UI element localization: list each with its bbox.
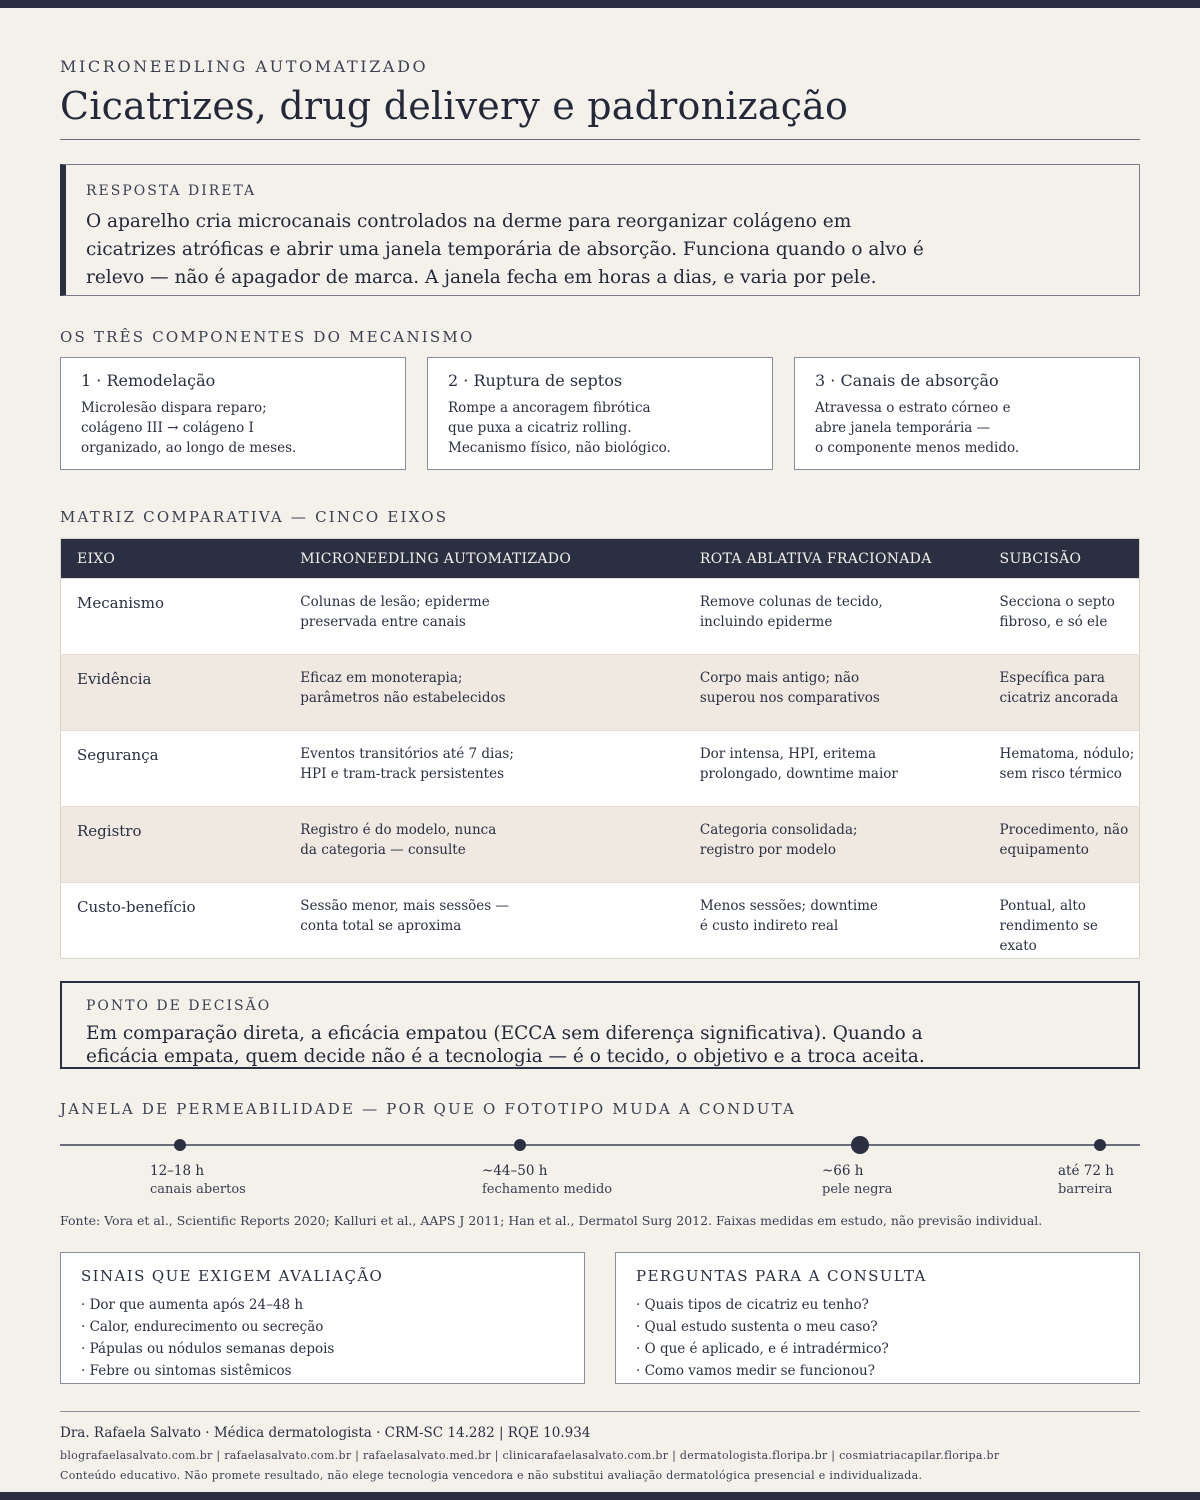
column-header: SUBCISÃO <box>984 539 1140 579</box>
warning-signs-box <box>60 1252 585 1384</box>
mechanism-card-ruptura <box>427 357 773 470</box>
timeline-label: canais abertos <box>150 1182 246 1197</box>
timeline-label: fechamento medido <box>482 1182 613 1197</box>
table-cell: Remove colunas de tecido, incluindo epiderme <box>684 579 984 655</box>
card-body <box>448 398 758 458</box>
table-cell: Categoria consolidada; registro por modelo <box>684 807 984 883</box>
list-item: · Quais tipos de cicatriz eu tenho? <box>636 1297 869 1313</box>
table-cell: Colunas de lesão; epiderme preservada entre canais <box>284 579 684 655</box>
timeline-value: até 72 h <box>1058 1163 1114 1179</box>
decision-label: PONTO DE DECISÃO <box>86 998 272 1014</box>
card-line: Microlesão dispara reparo; <box>81 400 267 416</box>
permeability-heading: JANELA DE PERMEABILIDADE — POR QUE O FOTOTIPO MUDA A CONDUTA <box>60 1100 796 1118</box>
table-cell: Específica para cicatriz ancorada <box>984 655 1140 731</box>
card-title: 3 · Canais de absorção <box>815 371 999 390</box>
table-cell: Eventos transitórios até 7 dias; HPI e tram-track persistentes <box>284 731 684 807</box>
card-line: abre janela temporária — <box>815 420 991 436</box>
column-header: MICRONEEDLING AUTOMATIZADO <box>284 539 684 579</box>
timeline-marker <box>514 1139 526 1151</box>
table-row <box>61 807 1140 883</box>
table-cell: Pontual, alto rendimento se exato <box>984 883 1140 959</box>
timeline-value: ~66 h <box>822 1163 864 1179</box>
page-title: Cicatrizes, drug delivery e padronização <box>60 84 849 128</box>
permeability-timeline <box>60 1144 1140 1146</box>
direct-answer-text: O aparelho cria microcanais controlados na derme para reorganizar colágeno em cicatrizes atróficas e abrir uma janela temporária de absorção. Funciona quando o alvo é relevo — não é apagador de marca. A janela fecha em horas a dias, e varia por pele. <box>86 211 924 288</box>
page-kicker: MICRONEEDLING AUTOMATIZADO <box>60 57 429 76</box>
mechanism-card-canais <box>794 357 1140 470</box>
table-cell: Menos sessões; downtime é custo indireto real <box>684 883 984 959</box>
consult-questions-list <box>636 1294 889 1382</box>
direct-answer-label: RESPOSTA DIRETA <box>86 183 257 199</box>
decision-box <box>60 981 1140 1069</box>
mechanism-card-remodelacao <box>60 357 406 470</box>
footer-divider <box>60 1411 1140 1412</box>
timeline-value: ~44–50 h <box>482 1163 548 1179</box>
decision-line: eficácia empata, quem decide não é a tecnologia — é o tecido, o objetivo e a troca aceita. <box>86 1046 925 1067</box>
axis-cell: Evidência <box>61 655 285 731</box>
warning-signs-list <box>81 1294 334 1382</box>
list-item: · O que é aplicado, e é intradérmico? <box>636 1341 889 1357</box>
bottom-bar <box>0 1492 1200 1500</box>
warning-signs-heading: SINAIS QUE EXIGEM AVALIAÇÃO <box>81 1267 384 1285</box>
card-title: 2 · Ruptura de septos <box>448 371 623 390</box>
timeline-marker-highlight <box>851 1136 869 1154</box>
table-cell: Eficaz em monoterapia; parâmetros não estabelecidos <box>284 655 684 731</box>
card-body <box>815 398 1125 458</box>
decision-line: Em comparação direta, a eficácia empatou (ECCA sem diferença significativa). Quando a <box>86 1023 923 1044</box>
timeline-value: 12–18 h <box>150 1163 205 1179</box>
table-cell: Sessão menor, mais sessões — conta total se aproxima <box>284 883 684 959</box>
list-item: · Qual estudo sustenta o meu caso? <box>636 1319 878 1335</box>
timeline-marker <box>1094 1139 1106 1151</box>
list-item: · Dor que aumenta após 24–48 h <box>81 1297 304 1313</box>
comparison-matrix <box>60 538 1140 959</box>
table-row <box>61 883 1140 959</box>
matrix-header-row <box>61 539 1140 579</box>
matrix-heading: MATRIZ COMPARATIVA — CINCO EIXOS <box>60 508 449 526</box>
card-line: Rompe a ancoragem fibrótica <box>448 400 651 416</box>
table-cell: Hematoma, nódulo; sem risco térmico <box>984 731 1140 807</box>
mechanism-heading: OS TRÊS COMPONENTES DO MECANISMO <box>60 328 475 346</box>
list-item: · Febre ou sintomas sistêmicos <box>81 1363 292 1379</box>
timeline-label: barreira <box>1058 1182 1113 1197</box>
table-cell: Procedimento, não equipamento <box>984 807 1140 883</box>
author-credit: Dra. Rafaela Salvato · Médica dermatologista · CRM-SC 14.282 | RQE 10.934 <box>60 1425 591 1441</box>
timeline-marker <box>174 1139 186 1151</box>
direct-answer-box <box>60 164 1140 296</box>
card-line: o componente menos medido. <box>815 440 1020 456</box>
decision-text <box>86 1022 1126 1068</box>
card-body <box>81 398 391 458</box>
table-row <box>61 731 1140 807</box>
card-line: organizado, ao longo de meses. <box>81 440 297 456</box>
axis-cell: Custo-benefício <box>61 883 285 959</box>
disclaimer: Conteúdo educativo. Não promete resultado, não elege tecnologia vencedora e não substitui avaliação dermatológica presencial e individualizada. <box>60 1469 923 1482</box>
list-item: · Pápulas ou nódulos semanas depois <box>81 1341 335 1357</box>
list-item: · Como vamos medir se funcionou? <box>636 1363 875 1379</box>
site-links: blografaelasalvato.com.br | rafaelasalvato.com.br | rafaelasalvato.med.br | clinicarafaelasalvato.com.br | dermatologista.floripa.br | cosmiatriacapilar.floripa.br <box>60 1449 1000 1462</box>
table-cell: Secciona o septo fibroso, e só ele <box>984 579 1140 655</box>
title-divider <box>60 139 1140 140</box>
axis-cell: Segurança <box>61 731 285 807</box>
card-line: colágeno III → colágeno I <box>81 420 254 436</box>
card-line: Mecanismo físico, não biológico. <box>448 440 671 456</box>
card-title: 1 · Remodelação <box>81 371 216 390</box>
column-header: ROTA ABLATIVA FRACIONADA <box>684 539 984 579</box>
table-row <box>61 655 1140 731</box>
card-line: Atravessa o estrato córneo e <box>815 400 1011 416</box>
consult-questions-box <box>615 1252 1140 1384</box>
top-bar <box>0 0 1200 8</box>
axis-cell: Mecanismo <box>61 579 285 655</box>
card-line: que puxa a cicatriz rolling. <box>448 420 632 436</box>
list-item: · Calor, endurecimento ou secreção <box>81 1319 324 1335</box>
source-note: Fonte: Vora et al., Scientific Reports 2020; Kalluri et al., AAPS J 2011; Han et al., Dermatol Surg 2012. Faixas medidas em estudo, não previsão individual. <box>60 1213 1043 1228</box>
timeline-label: pele negra <box>822 1182 893 1197</box>
column-header: EIXO <box>61 539 285 579</box>
axis-cell: Registro <box>61 807 285 883</box>
table-row <box>61 579 1140 655</box>
table-cell: Registro é do modelo, nunca da categoria — consulte <box>284 807 684 883</box>
table-cell: Dor intensa, HPI, eritema prolongado, downtime maior <box>684 731 984 807</box>
table-cell: Corpo mais antigo; não superou nos comparativos <box>684 655 984 731</box>
consult-questions-heading: PERGUNTAS PARA A CONSULTA <box>636 1267 927 1285</box>
